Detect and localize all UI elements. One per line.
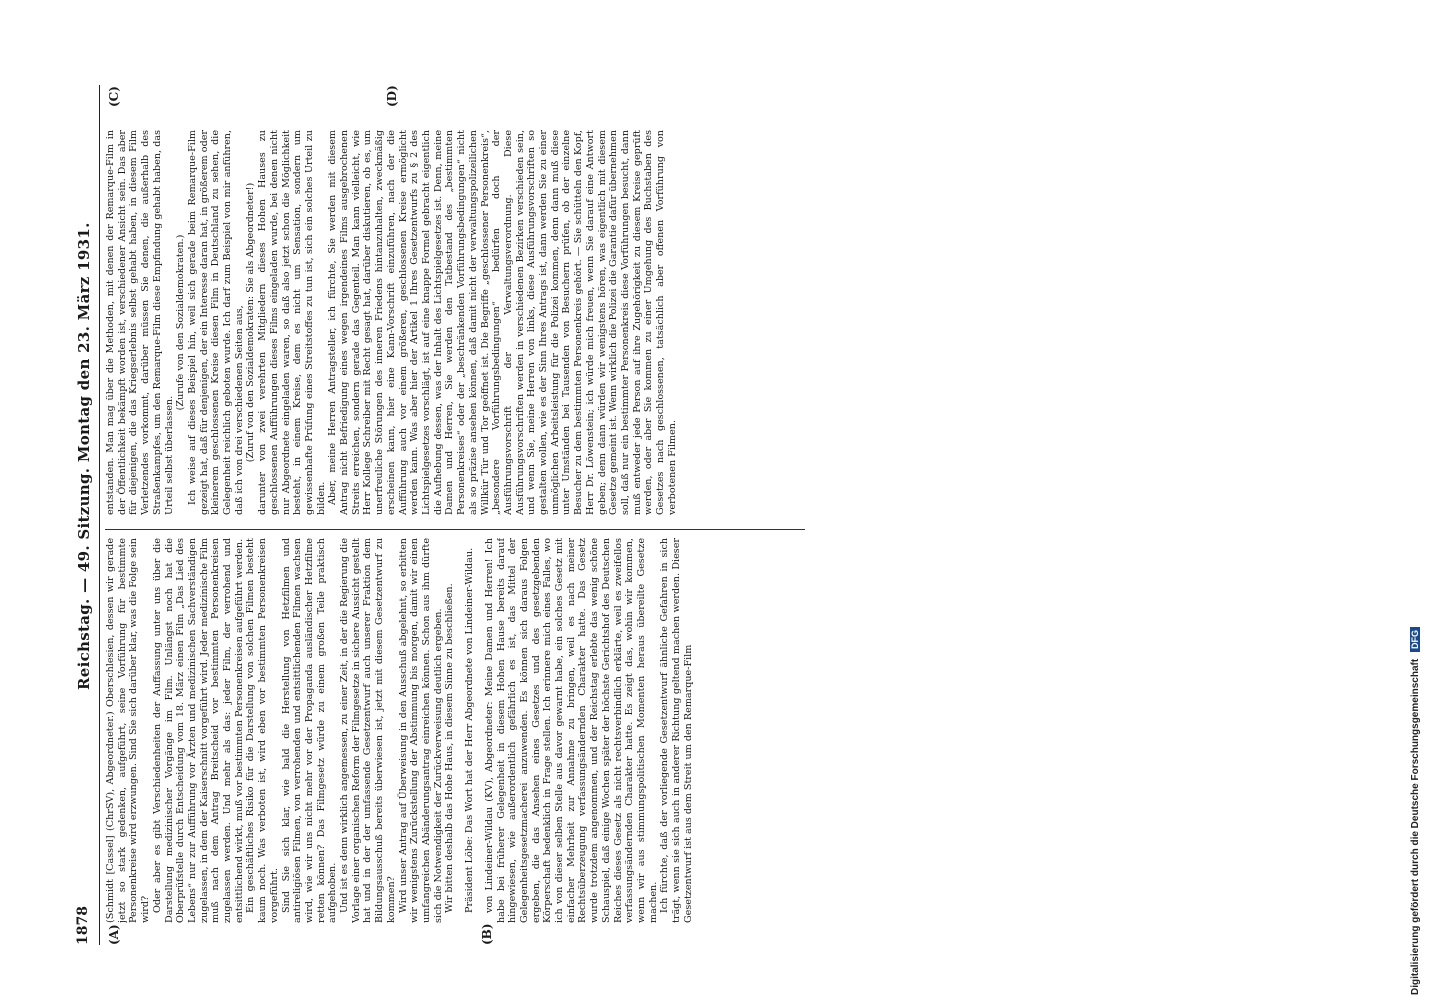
paragraph: Oder aber es gibt Verschiedenheiten der Auffassung unter uns über die Darstellung medizinischer Vorgänge im Film. Unlängst noch hat die Oberprüfstelle durch Entscheidung vom 18. März einen Film „Das Lied des Lebens“ nur zur Aufführung vor Ärzten und medizinischen Sachverständigen zugelassen, in dem der Kaiserschnitt vorgeführt wird. Jeder medizinische Film muß nach dem Antrag Breitscheid vor bestimmten Personenkreisen zugelassen werden. Und mehr als das: jeder Film, der verrohend und entsittlichend wirkt, muß vor bestimmten Personenkreisen aufgeführt werden. xyxy=(151,538,245,923)
paragraph: entstanden. Man mag über die Methoden, mit denen der Remarque-Film in der Öffentlichkeit bekämpft worden ist, verschiedener Ansicht sein. Das aber für diejenigen, die das Kriegserlebnis selbst gehabt haben, in diesem Film Verletzendes vorkommt, darüber müssen Sie denen, die außerhalb des Straßenkampfes, um den Remarque-Film diese Empfindung gehabt haben, das Urteil selbst überlassen. xyxy=(105,130,175,515)
margin-letter-b: (B) xyxy=(480,923,494,945)
paragraph: von Lindeiner-Wildau (KV), Abgeordneter: Meine Damen und Herren! Ich habe bei früherer Gelegenheit in diesem Hohen Hause bereits darauf hingewiesen, wie außerordentlich gefährlich es ist, das Mittel der Gelegenheitsgesetzmacherei anzuwenden. Es können sich daraus Folgen ergeben, die das Ansehen eines Gesetzes und des gesetzgebenden Körperschaft bedenklich in Frage stellen. Ich erinnere mich eines Falles, wo ich von dieser selben Stelle aus davor gewarnt habe, ein solches Gesetz mit einfacher Mehrheit zur Annahme zu bringen, weil es nach meiner Rechtsüberzeugung verfassungsändernden Charakter hatte. Das Gesetz wurde trotzdem angenommen, und der Reichstag erlebte das wenig schöne Schauspiel, daß einige Wochen später der höchste Gerichtshof des Deutschen Reiches dieses Gesetz als nicht rechtsverbindlich erklärte, weil es zweifellos verfassungsändernden Charakter hatte. Es zeigt das, wohin wir kommen, wenn wir aus stimmungspolitischen Momenten heraus übereilte Gesetze machen. xyxy=(483,538,659,923)
paragraph: Wir bitten deshalb das Hohe Haus, in diesem Sinne zu beschließen. xyxy=(444,583,456,913)
paragraph: Und ist es denn wirklich angemessen, zu einer Zeit, in der die Regierung die Vorlage einer organischen Reform der Filmgesetze in sichere Aussicht gestellt hat und in der der umfassende Gesetzentwurf auch unserer Fraktion dem Bildungsausschuß bereits überwiesen ist, jetzt mit diesem Gesetzentwurf zu kommen? xyxy=(339,538,397,923)
paragraph: Ein geschäftliches Risiko für die Darstellung von solchen Filmen besteht kaum noch. Was verboten ist, wird eben vor bestimmten Personenkreisen vorgeführt. xyxy=(245,538,280,923)
margin-letter-a: (A) xyxy=(107,924,121,945)
paragraph: darunter von zwei verehrten Mitgliedern dieses Hohen Hauses zu geschlossenen Aufführungen dieses Films eingeladen wurde, bei denen nicht nur Abgeordnete eingeladen waren, so daß also jetzt schon die Möglichkeit besteht, in einem Kreise, dem es nicht um Sensation, sondern um gewissenhafte Prüfung eines Streitstoffes zu tun ist, sich ein solches Urteil zu bilden. xyxy=(257,130,327,515)
interjection: (Zurufe von den Sozialdemokraten.) xyxy=(175,234,187,411)
running-title: Reichstag. — 49. Sitzung. Montag den 23. März 1931. xyxy=(75,222,93,690)
page-header xyxy=(75,85,97,945)
paragraph: Wird unser Antrag auf Überweisung in den Ausschuß abgelehnt, so erbitten wir wenigstens Zurückstellung der Abstimmung bis morgen, damit wir einen umfangreichen Abänderungsantrag einreichen können. Schon aus ihm dürfte sich die Notwendigkeit der Zurückverweisung deutlich ergeben. xyxy=(397,538,444,923)
paragraph: Ich fürchte, daß der vorliegende Gesetzentwurf ähnliche Gefahren in sich trägt, wenn sie sich auch in anderer Richtung geltend machen werden. Dieser Gesetzentwurf ist aus dem Streit um den Remarque-Film xyxy=(659,538,694,923)
paragraph: Präsident Löbe: Das Wort hat der Herr Abgeordnete von Lindeiner-Wildau. xyxy=(464,547,476,913)
margin-letter-d: (D) xyxy=(385,85,399,107)
dfg-funding-note xyxy=(1410,627,1421,995)
rotated-page-content xyxy=(75,85,810,945)
page-number: 1878 xyxy=(75,906,91,945)
paragraph: Ich weise auf dieses Beispiel hin, weil sich gerade beim Remarque-Film gezeigt hat, daß für denjenigen, der ein Interesse daran hat, in größerem oder kleinerem geschlossenen Kreise diesen Film in Deutschland zu sehen, die Gelegenheit reichlich geboten wurde. Ich darf zum Beispiel von mir anführen, daß ich von drei verschiedenen Seiten aus, xyxy=(186,130,245,515)
column-divider xyxy=(105,529,805,530)
paragraph: (Schmidt [Cassel] (ChrSV), Abgeordneter.) Oberschlesien, dessen wir gerade jetzt so stark gedenken, aufgeführt, seine Vorführung für bestimmte Personenkreise wird erzwungen. Sind Sie sich darüber klar, was die Folge sein wird? xyxy=(105,538,152,923)
paragraph: Sind Sie sich klar, wie bald die Herstellung von Hetzfilmen und antireligiösen Filmen, von verrohenden und entsittlichenden Filmen wachsen wird, wie wir uns nicht mehr vor der Propaganda ausländischer Hetzfilme retten können? Das Filmgesetz würde zu einem großen Teile praktisch aufgehoben. xyxy=(280,538,339,923)
funding-note-text: Digitalisierung gefördert durch die Deutsche Forschungsgemeinschaft xyxy=(1410,658,1421,995)
paragraph xyxy=(456,538,464,923)
header-rule xyxy=(99,85,100,945)
left-text-column xyxy=(105,538,805,923)
dfg-logo: DFG xyxy=(1410,627,1420,652)
interjection: (Zuruf von den Sozialdemokraten: Sie als Abgeordneter!) xyxy=(245,182,257,463)
paragraph xyxy=(476,538,484,923)
paragraph: Aber, meine Herren Antragsteller, ich fürchte, Sie werden mit diesem Antrag nicht Befriedigung eines wegen irgendeines Films ausgebrochenen Streits erreichen, sondern gerade das Gegenteil. Man kann vielleicht, wie Herr Kollege Schreiber mit Recht gesagt hat, darüber diskutieren, ob es, um unerfreuliche Störungen des inneren Friedens hintanzuhalten, zweckmäßig erscheinen kann, hier eine Kann-Vorschrift einzuführen, nach der die Aufführung auch vor einem größeren, geschlossenen Kreise ermöglicht werden kann. Was aber hier der Artikel 1 Ihres Gesetzentwurfs zu § 2 des Lichtspielgesetzes vorschlägt, ist auf eine knappe Formel gebracht eigentlich die Aufhebung dessen, was der Inhalt des Lichtspielgesetzes ist. Denn, meine Damen und Herren, Sie werden den Tatbestand des „bestimmten Personenkreises“ oder der „beschränkenden Vorführungsbedingungen“ nicht als so präzise ansehen können, daß damit nicht der verwaltungspolizeilichen Willkür Tür und Tor geöffnet ist. Die Begriffe „geschlossener Personenkreis“, „besondere Vorführungsbedingungen“ bedürfen doch der Ausführungsvorschrift der Verwaltungsverordnung. Diese Ausführungsvorschriften werden in verschiedenen Bezirken verschieden sein, und wenn Sie, meine Herren von links, diese Ausführungsvorschriften so gestalten wollen, wie es der Sinn Ihres Antrags ist, dann werden Sie zu einer unmöglichen Arbeitsleistung für die Polizei kommen, denn dann muß diese unter Umständen bei Tausenden von Besuchern prüfen, ob der einzelne Besucher zu dem bestimmten Personenkreis gehört. — Sie schütteln den Kopf, Herr Dr. Löwenstein; ich würde mich freuen, wenn Sie darauf eine Antwort geben; denn dann würden wir wenigstens hören, was eigentlich mit diesem Gesetze gemeint ist. Wenn wirklich die Polizei die Garantie dafür übernehmen soll, daß nur ein bestimmter Personenkreis diese Vorführungen besucht, dann muß entweder jede Person auf ihre Zugehörigkeit zu diesem Kreise geprüft werden, oder aber Sie kommen zu einer Umgehung des Buchstaben des Gesetzes nach geschlossenen, tatsächlich aber offenen Vorführung von verbotenen Filmen. xyxy=(327,130,678,515)
margin-letter-c: (C) xyxy=(107,86,121,107)
right-text-column xyxy=(105,130,805,515)
